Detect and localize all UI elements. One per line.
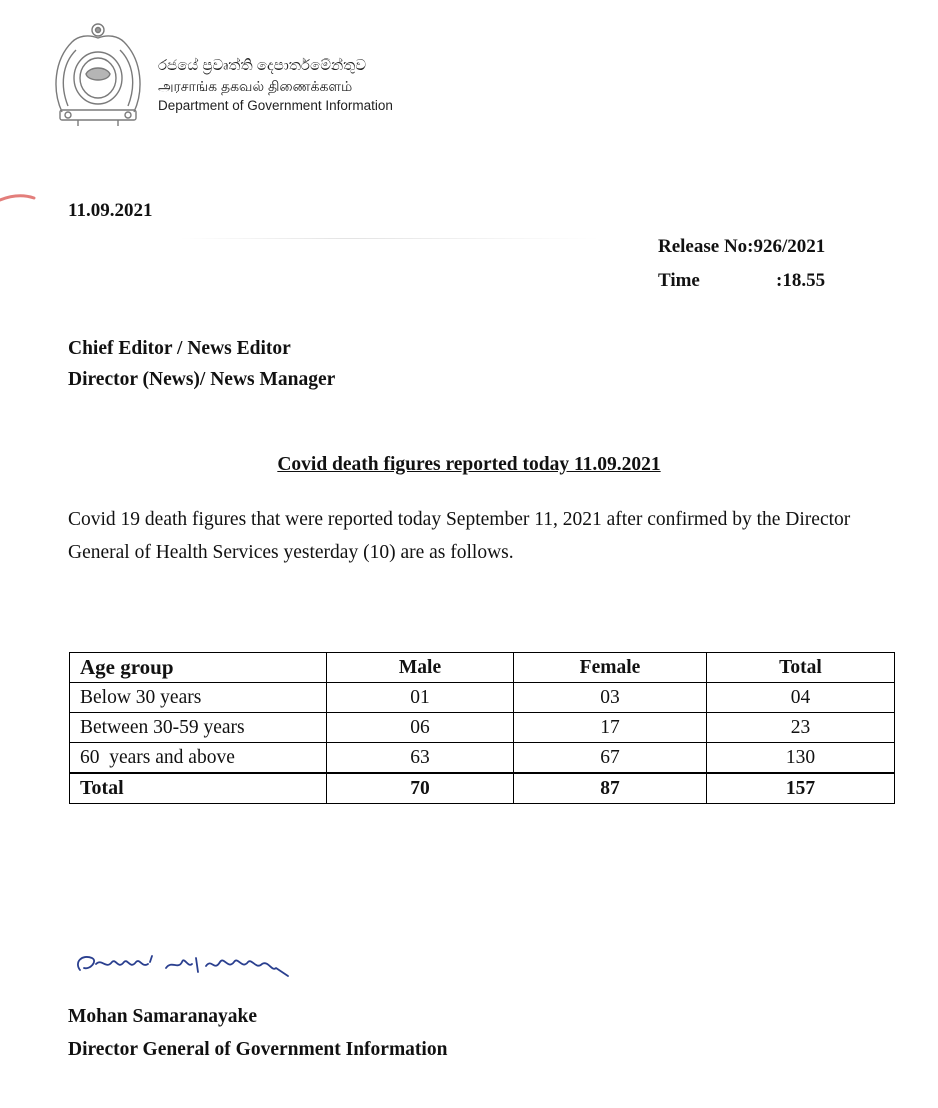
release-number: Release No:926/2021 bbox=[658, 236, 826, 257]
age-group-cell: Between 30-59 years bbox=[70, 713, 327, 743]
table-row bbox=[70, 713, 895, 743]
handwritten-signature bbox=[72, 946, 322, 988]
age-group-cell: 60 years and above bbox=[70, 743, 327, 774]
addressee-line-2: Director (News)/ News Manager bbox=[68, 369, 336, 390]
female-cell: 17 bbox=[514, 713, 707, 743]
table-row bbox=[70, 743, 895, 774]
table-total-row bbox=[70, 773, 895, 804]
male-cell: 63 bbox=[327, 743, 514, 774]
scan-artifact-line bbox=[180, 238, 600, 239]
female-total-cell: 87 bbox=[514, 773, 707, 804]
headline: Covid death figures reported today 11.09.2021 bbox=[277, 454, 661, 475]
letterhead bbox=[48, 20, 488, 130]
total-cell: 23 bbox=[707, 713, 895, 743]
female-cell: 67 bbox=[514, 743, 707, 774]
header-total: Total bbox=[707, 653, 895, 683]
sri-lanka-emblem-icon bbox=[48, 20, 148, 128]
total-cell: 130 bbox=[707, 743, 895, 774]
body-paragraph: Covid 19 death figures that were reported today September 11, 2021 after confirmed by the Director General of Health Services yesterday (10) are as follows. bbox=[68, 509, 851, 563]
signatory-name: Mohan Samaranayake bbox=[68, 1006, 258, 1027]
age-group-cell: Below 30 years bbox=[70, 683, 327, 713]
department-name-block bbox=[158, 56, 393, 116]
department-name-sinhala: රජයේ ප්‍රවෘත්ති දෙපාර්තමේන්තුව bbox=[158, 57, 367, 74]
release-date: 11.09.2021 bbox=[68, 200, 153, 221]
grand-total-cell: 157 bbox=[707, 773, 895, 804]
release-time-row bbox=[658, 264, 825, 298]
male-cell: 06 bbox=[327, 713, 514, 743]
header-age-group: Age group bbox=[70, 653, 327, 683]
department-name-english: Department of Government Information bbox=[158, 98, 393, 113]
release-info bbox=[658, 230, 825, 298]
department-name-tamil: அரசாங்க தகவல் திணைக்களம் bbox=[158, 78, 353, 94]
female-cell: 03 bbox=[514, 683, 707, 713]
header-female: Female bbox=[514, 653, 707, 683]
release-time-label: Time bbox=[658, 270, 700, 291]
red-pen-mark-icon bbox=[0, 190, 40, 210]
addressee-line-1: Chief Editor / News Editor bbox=[68, 338, 291, 359]
header-male: Male bbox=[327, 653, 514, 683]
male-total-cell: 70 bbox=[327, 773, 514, 804]
male-cell: 01 bbox=[327, 683, 514, 713]
death-figures-table bbox=[69, 652, 895, 804]
addressee-block bbox=[68, 333, 335, 395]
release-time-value: :18.55 bbox=[776, 270, 826, 291]
signatory-block bbox=[68, 1000, 447, 1066]
table-row bbox=[70, 683, 895, 713]
total-cell: 04 bbox=[707, 683, 895, 713]
signatory-title: Director General of Government Information bbox=[68, 1039, 448, 1060]
table-header-row bbox=[70, 653, 895, 683]
total-label-cell: Total bbox=[70, 773, 327, 804]
